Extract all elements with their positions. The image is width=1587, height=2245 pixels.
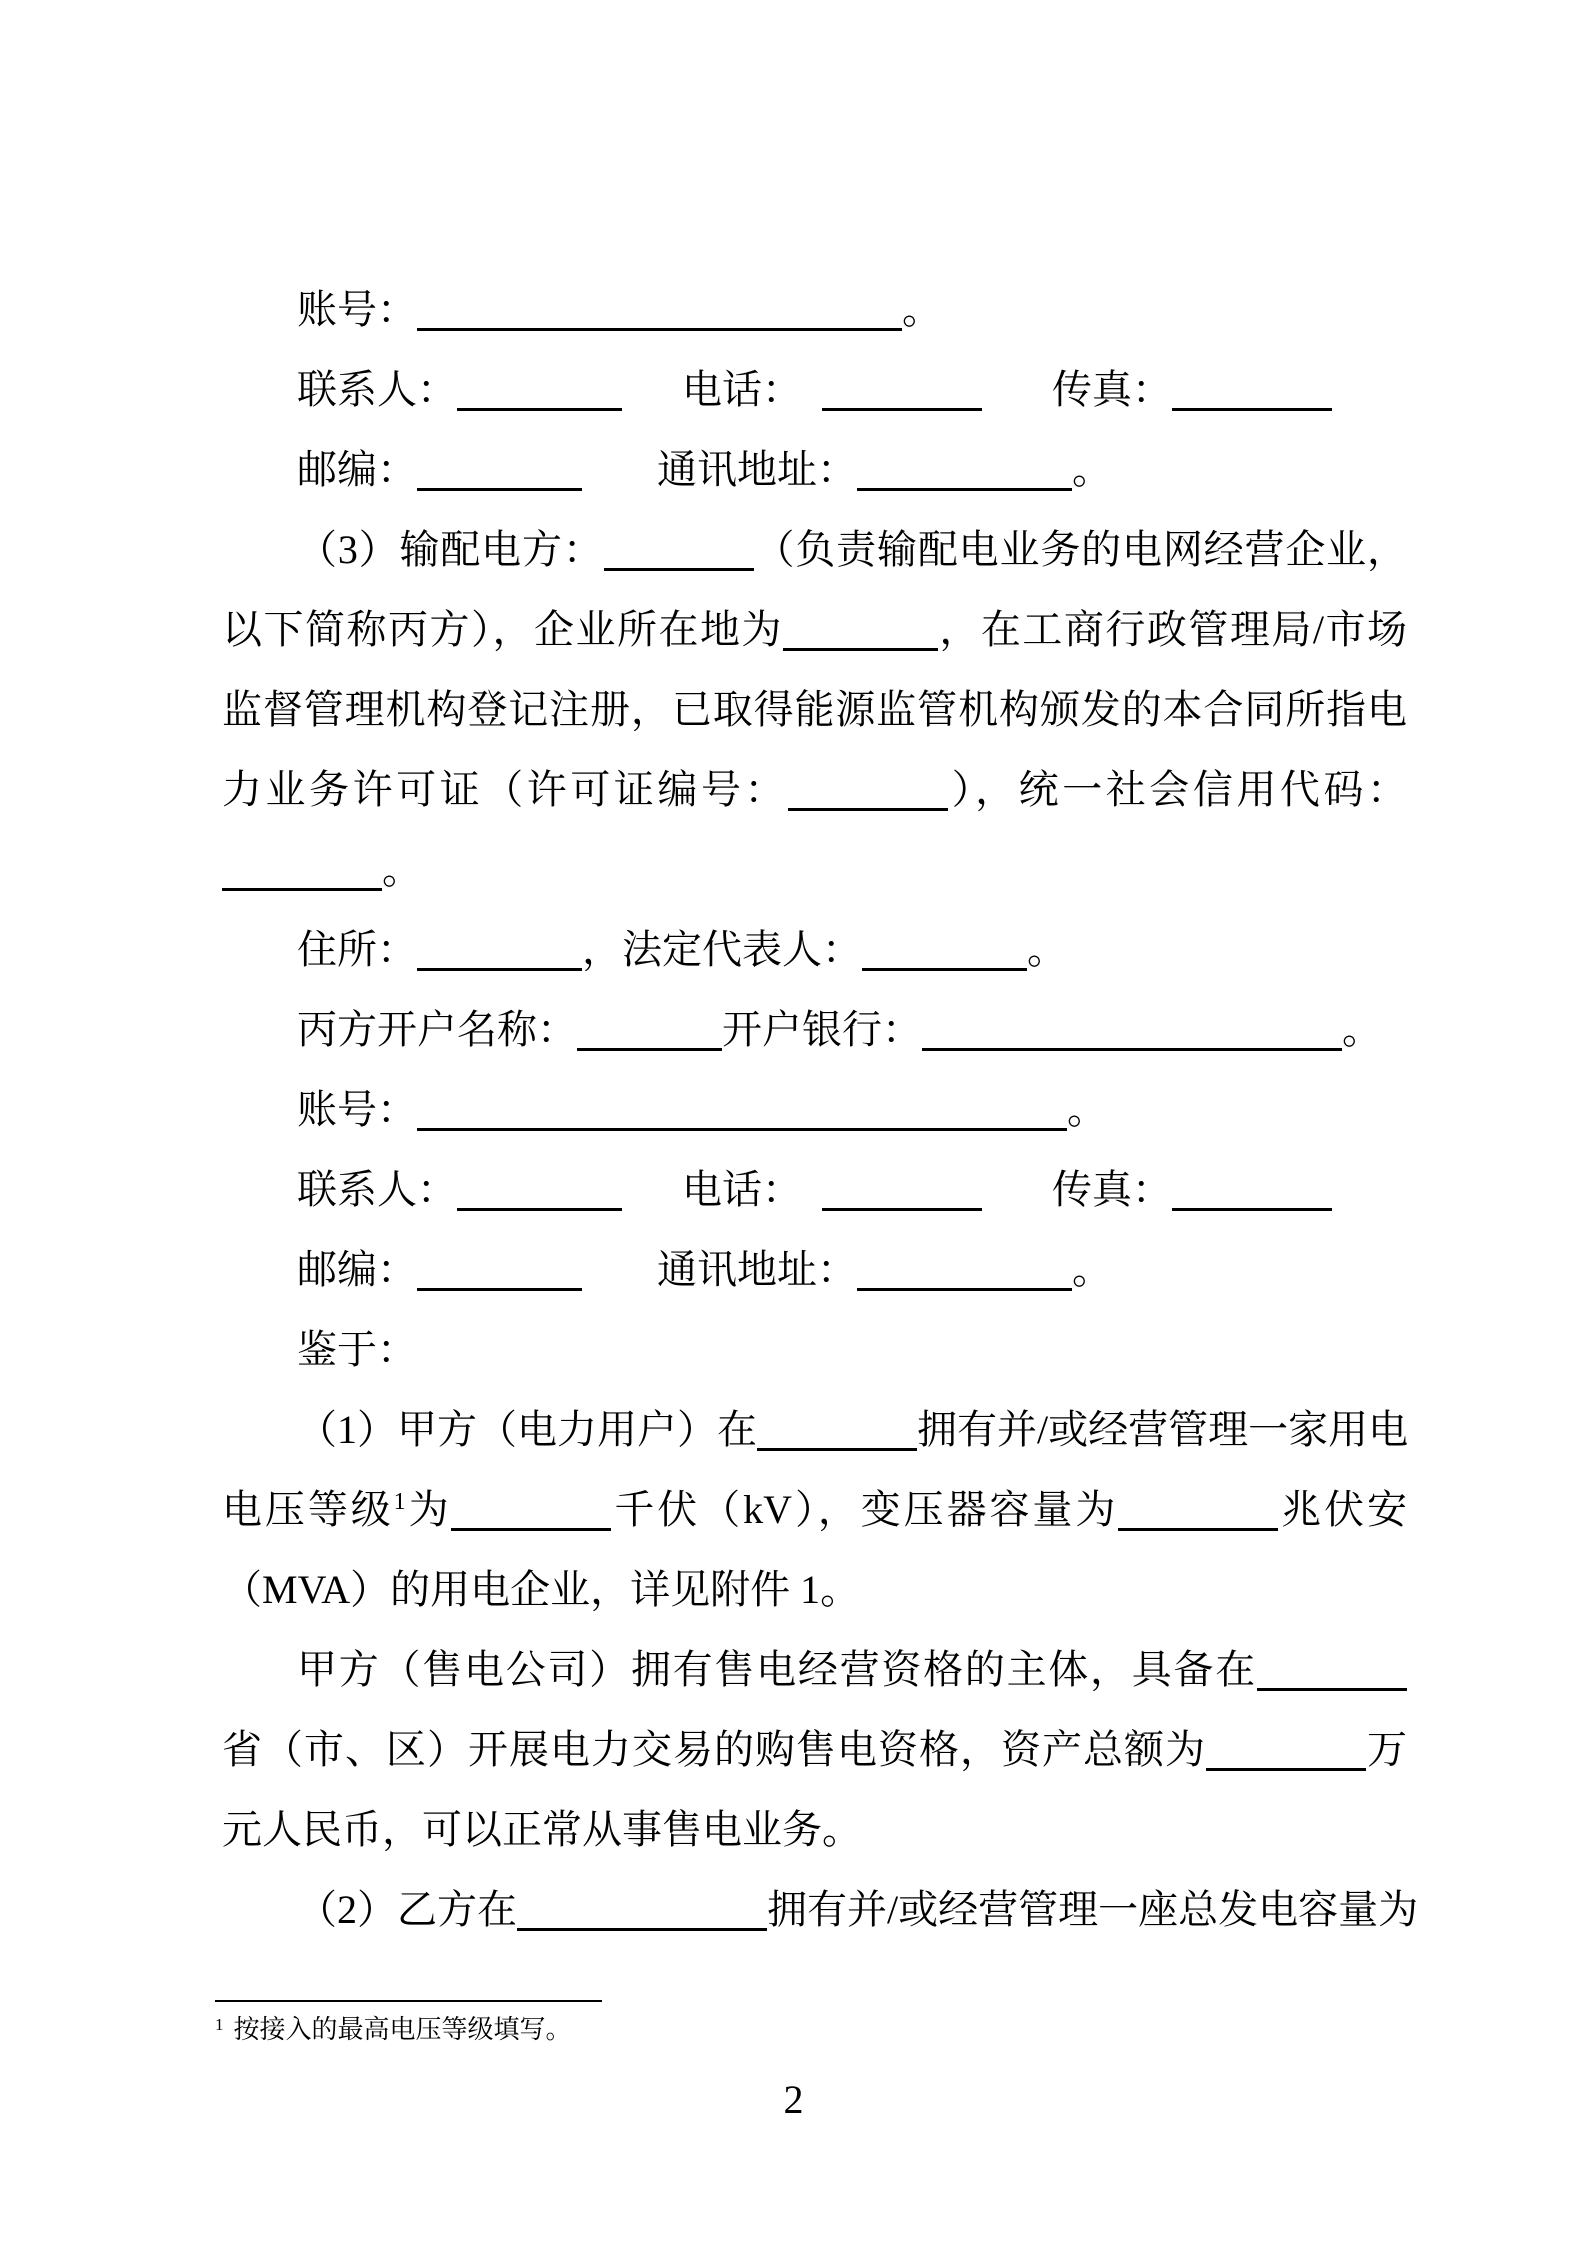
text-run: 通讯地址： xyxy=(657,1247,857,1292)
blank-field[interactable] xyxy=(417,1126,1067,1131)
blank-field[interactable] xyxy=(417,486,582,491)
blank-field[interactable] xyxy=(757,1446,917,1451)
text-line xyxy=(222,350,1407,430)
text-run: 电压等级 xyxy=(222,1487,394,1532)
text-run: 。 xyxy=(382,847,422,892)
footnote-separator xyxy=(215,2000,602,2002)
blank-field[interactable] xyxy=(788,806,948,811)
text-line xyxy=(222,1470,1407,1550)
text-run: 账号： xyxy=(297,287,417,332)
text-run: 电话： xyxy=(682,1167,802,1212)
text-line xyxy=(222,1310,1407,1390)
text-run: （2）乙方在 xyxy=(297,1887,517,1932)
text-run: 邮编： xyxy=(297,1247,417,1292)
spacing-gap xyxy=(982,402,1052,403)
text-run: 住所： xyxy=(297,927,417,972)
text-line xyxy=(222,1710,1407,1790)
blank-field[interactable] xyxy=(1257,1686,1407,1691)
text-line xyxy=(222,830,1407,910)
spacing-gap xyxy=(622,402,682,403)
blank-field[interactable] xyxy=(857,486,1072,491)
text-run: （1）甲方（电力用户）在 xyxy=(297,1407,757,1452)
text-run: 拥有并/或经营管理一座总发电容量为 xyxy=(767,1887,1419,1932)
text-line xyxy=(222,430,1407,510)
blank-field[interactable] xyxy=(577,1046,722,1051)
footnote-text: 按接入的最高电压等级填写。 xyxy=(233,2015,572,2044)
text-run: 。 xyxy=(1072,447,1112,492)
text-run: 丙方开户名称： xyxy=(297,1007,577,1052)
text-run: 通讯地址： xyxy=(657,447,857,492)
text-run: 电话： xyxy=(682,367,802,412)
text-line xyxy=(222,1150,1407,1230)
text-line xyxy=(222,510,1407,590)
text-line xyxy=(222,590,1407,670)
document-lines xyxy=(222,270,1419,1950)
text-run: 。 xyxy=(1027,927,1067,972)
text-line xyxy=(222,990,1407,1070)
document-body xyxy=(222,270,1419,1950)
blank-field[interactable] xyxy=(451,1526,611,1531)
text-line xyxy=(222,1790,1407,1870)
text-line xyxy=(222,1630,1407,1710)
spacing-gap xyxy=(802,402,822,403)
text-run: （负责输配电业务的电网经营企业， xyxy=(753,527,1408,572)
text-line xyxy=(222,1870,1419,1950)
text-run: ），统一社会信用代码： xyxy=(948,767,1408,812)
text-line xyxy=(222,1550,1407,1630)
text-line xyxy=(222,670,1407,750)
text-run: 邮编： xyxy=(297,447,417,492)
spacing-gap xyxy=(982,1202,1052,1203)
text-run: 千伏（kV），变压器容量为 xyxy=(611,1487,1119,1532)
text-line xyxy=(222,270,1407,350)
blank-field[interactable] xyxy=(783,646,938,651)
text-run: 省（市、区）开展电力交易的购售电资格，资产总额为 xyxy=(222,1727,1206,1772)
page-number: 2 xyxy=(783,2077,804,2122)
blank-field[interactable] xyxy=(517,1926,767,1931)
text-run: 开户银行： xyxy=(722,1007,922,1052)
text-run: 以下简称丙方），企业所在地为 xyxy=(222,607,783,652)
text-run: 力业务许可证（许可证编号： xyxy=(222,767,789,812)
text-run: 鉴于： xyxy=(297,1327,417,1372)
blank-field[interactable] xyxy=(862,966,1027,971)
spacing-gap xyxy=(582,482,657,483)
text-line xyxy=(222,910,1407,990)
blank-field[interactable] xyxy=(457,406,622,411)
blank-field[interactable] xyxy=(857,1286,1072,1291)
text-run: ，在工商行政管理局/市场 xyxy=(937,607,1407,652)
text-line xyxy=(222,1070,1407,1150)
text-run: 联系人： xyxy=(297,1167,457,1212)
blank-field[interactable] xyxy=(1206,1766,1366,1771)
blank-field[interactable] xyxy=(1118,1526,1278,1531)
blank-field[interactable] xyxy=(922,1046,1342,1051)
footnote xyxy=(215,2012,572,2048)
text-run: 为 xyxy=(405,1487,452,1532)
blank-field[interactable] xyxy=(604,566,754,571)
blank-field[interactable] xyxy=(222,886,382,891)
text-run: 。 xyxy=(902,287,942,332)
blank-field[interactable] xyxy=(417,1286,582,1291)
text-run: （MVA）的用电企业，详见附件 1。 xyxy=(222,1567,861,1612)
text-run: 拥有并/或经营管理一家用电 xyxy=(917,1407,1409,1452)
blank-field[interactable] xyxy=(1172,1206,1332,1211)
text-line xyxy=(222,1390,1407,1470)
blank-field[interactable] xyxy=(417,326,902,331)
text-run: 传真： xyxy=(1052,367,1172,412)
text-run: 账号： xyxy=(297,1087,417,1132)
blank-field[interactable] xyxy=(822,406,982,411)
text-line xyxy=(222,1230,1407,1310)
text-run: 元人民币，可以正常从事售电业务。 xyxy=(222,1807,862,1852)
footnote-marker: 1 xyxy=(215,2015,224,2034)
spacing-gap xyxy=(582,1282,657,1283)
text-run: 甲方（售电公司）拥有售电经营资格的主体，具备在 xyxy=(297,1647,1257,1692)
text-run: 。 xyxy=(1067,1087,1107,1132)
text-run: 兆伏安 xyxy=(1278,1487,1408,1532)
text-run: ，法定代表人： xyxy=(582,927,862,972)
text-run: （3）输配电方： xyxy=(297,527,604,572)
spacing-gap xyxy=(622,1202,682,1203)
text-run: 联系人： xyxy=(297,367,457,412)
text-run: 传真： xyxy=(1052,1167,1172,1212)
text-run: 万 xyxy=(1366,1727,1407,1772)
blank-field[interactable] xyxy=(417,966,582,971)
text-line xyxy=(222,750,1407,830)
blank-field[interactable] xyxy=(457,1206,622,1211)
spacing-gap xyxy=(802,1202,822,1203)
text-run: 。 xyxy=(1072,1247,1112,1292)
blank-field[interactable] xyxy=(1172,406,1332,411)
footnote-ref: 1 xyxy=(393,1489,406,1515)
blank-field[interactable] xyxy=(822,1206,982,1211)
text-run: 。 xyxy=(1342,1007,1382,1052)
text-run: 监督管理机构登记注册，已取得能源监管机构颁发的本合同所指电 xyxy=(222,687,1407,732)
